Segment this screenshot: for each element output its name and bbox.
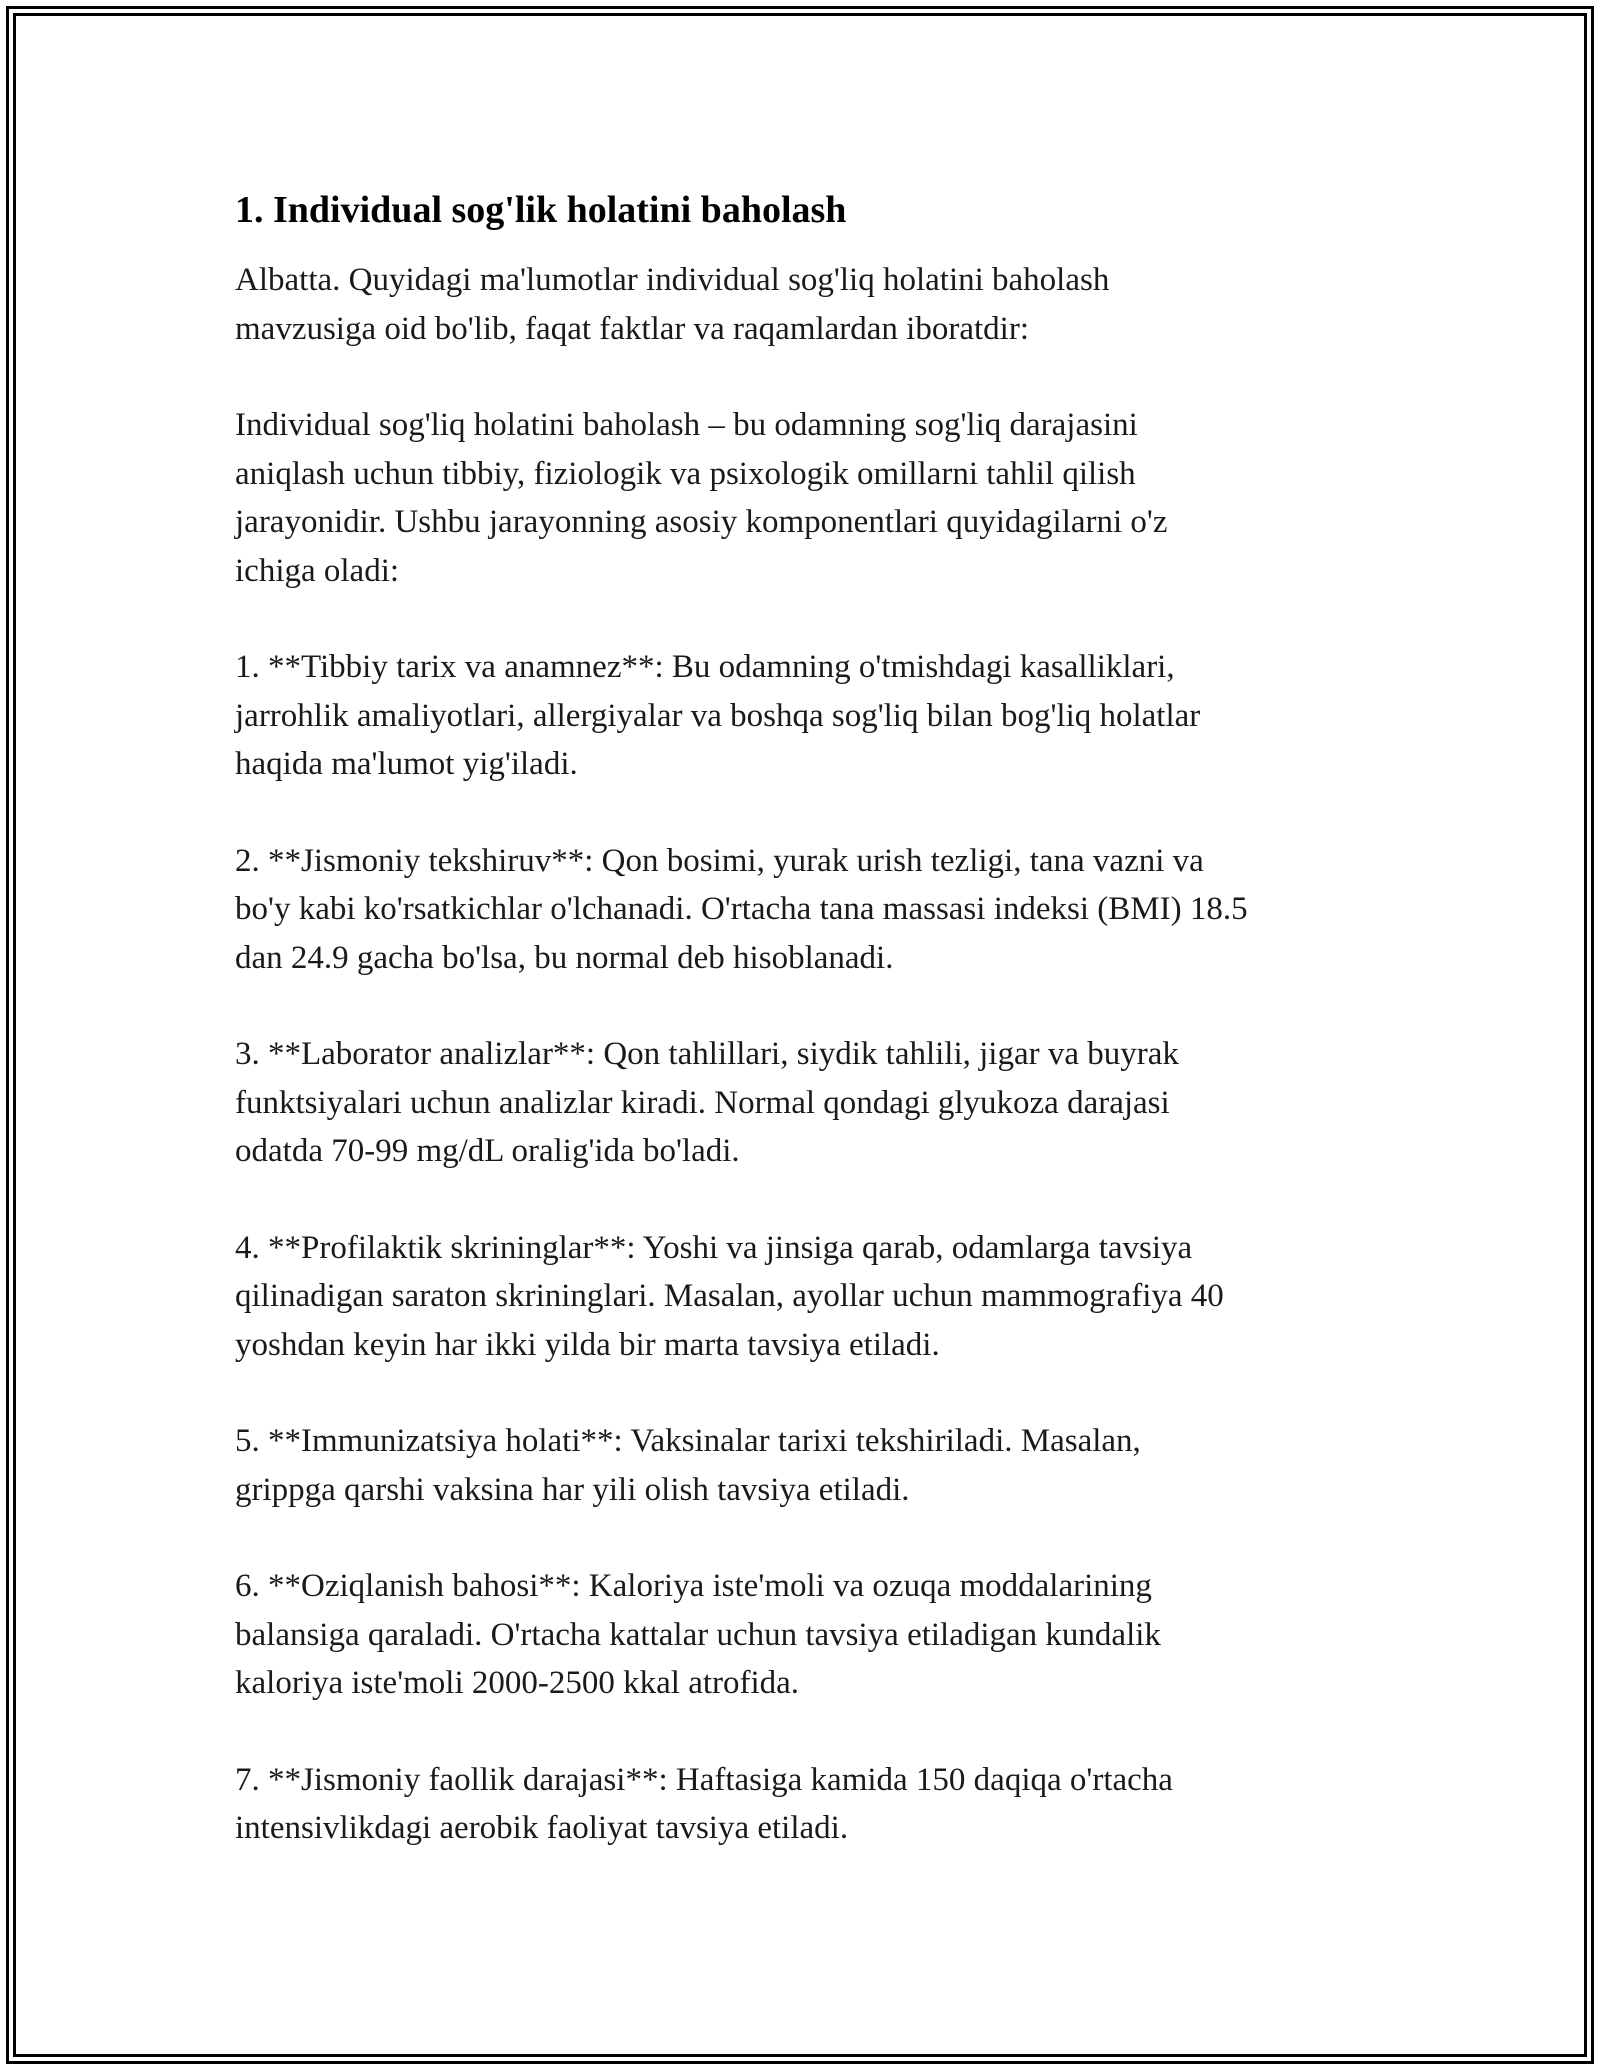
list-item-immunization: 5. **Immunizatsiya holati**: Vaksinalar tarixi tekshiriladi. Masalan, grippga qarshi vaksina har yili olish tavsiya etiladi. (235, 1423, 1141, 1508)
list-item-lab-tests: 3. **Laborator analizlar**: Qon tahlillari, siydik tahlili, jigar va buyrak funktsiyalari uchun analizlar kiradi. Normal qondagi glyukoza darajasi odatda 70-99 mg/dL oralig'ida bo'ladi. (235, 1036, 1179, 1169)
definition-paragraph: Individual sog'liq holatini baholash – bu odamning sog'liq darajasini aniqlash uchun tibbiy, fiziologik va psixologik omillarni tahlil qilish jarayonidir. Ushbu jarayonning asosiy komponentlari quyidagilarni o'z ichiga oladi: (235, 407, 1168, 589)
intro-paragraph: Albatta. Quyidagi ma'lumotlar individual sog'liq holatini baholash mavzusiga oid bo'lib, faqat faktlar va raqamlardan iboratdir: (235, 262, 1110, 347)
list-item-medical-history: 1. **Tibbiy tarix va anamnez**: Bu odamning o'tmishdagi kasalliklari, jarrohlik amaliyotlari, allergiyalar va boshqa sog'liq bilan bog'liq holatlar haqida ma'lumot yig'iladi. (235, 649, 1201, 782)
list-item-screenings: 4. **Profilaktik skrininglar**: Yoshi va jinsiga qarab, odamlarga tavsiya qilinadigan saraton skrininglari. Masalan, ayollar uchun mammografiya 40 yoshdan keyin har ikki yilda bir marta tavsiya etiladi. (235, 1229, 1224, 1363)
list-item-physical-exam: 2. **Jismoniy tekshiruv**: Qon bosimi, yurak urish tezligi, tana vazni va bo'y kabi ko'rsatkichlar o'lchanadi. O'rtacha tana massasi indeksi (BMI) 18.5 dan 24.9 gacha bo'lsa, bu normal deb hisoblanadi. (235, 842, 1248, 976)
document-title: 1. Individual sog'lik holatini baholash (235, 189, 847, 231)
list-item-physical-activity: 7. **Jismoniy faollik darajasi**: Haftasiga kamida 150 daqiqa o'rtacha intensivlikdagi aerobik faoliyat tavsiya etiladi. (235, 1761, 1173, 1846)
list-item-nutrition: 6. **Oziqlanish bahosi**: Kaloriya iste'moli va ozuqa moddalarining balansiga qaraladi. O'rtacha kattalar uchun tavsiya etiladigan kundalik kaloriya iste'moli 2000-2500 kkal atrofida. (235, 1568, 1161, 1701)
document-body (235, 186, 1365, 1901)
